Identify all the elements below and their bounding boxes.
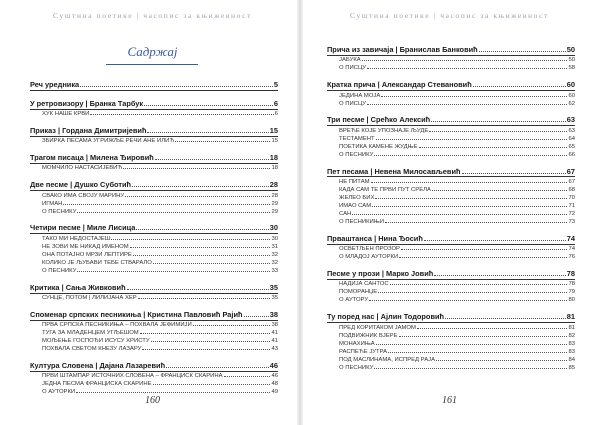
toc-subentry[interactable]	[30, 380, 278, 388]
toc-entry-title: Две песме | Душко Суботић	[30, 180, 132, 190]
toc-entry-title: Приказ | Гордана Димитријевић	[30, 125, 147, 135]
toc-entry[interactable]	[30, 80, 278, 89]
toc-section	[327, 115, 575, 158]
toc-subentry-title: ЈАБУКА	[339, 57, 361, 64]
dot-leader	[399, 257, 567, 258]
toc-section	[327, 269, 575, 304]
dot-leader	[144, 105, 273, 106]
toc-entry-page: 67	[566, 166, 575, 176]
toc-subentry-title: О ПЕСНИКУ	[42, 267, 77, 274]
toc-subentry-page: 41	[271, 330, 278, 337]
dot-leader	[434, 275, 565, 276]
toc-subentry-title: НЕ ЗОВИ МЕ НИКАД ИМЕНОМ	[42, 243, 129, 250]
dot-leader	[429, 131, 567, 132]
toc-subentry-title: ПОМОРАНЏЕ	[339, 289, 378, 296]
toc-subentry[interactable]	[327, 340, 575, 348]
toc-subentry-page: 81	[568, 324, 575, 331]
toc-subentry-page: 32	[271, 259, 278, 266]
page-title: Садржај	[127, 44, 178, 59]
book-gutter	[297, 0, 303, 425]
toc-subentry-page: 84	[568, 356, 575, 363]
toc-subentry-page: 83	[568, 340, 575, 347]
toc-subentry-title: ПОХВАЛА СВЕТОМ КНЕЗУ ЛАЗАРУ	[42, 346, 142, 353]
toc-subentry-title: КОЛИКО ЈЕ ЉУБАВИ ТЕБЕ СТВАРАЛО	[42, 259, 152, 266]
toc-subentry-page: 46	[271, 373, 278, 380]
toc-subentry-page: 80	[568, 297, 575, 304]
toc-entry-title: Кратка прича | Александар Стевановић	[327, 80, 472, 90]
dot-leader	[140, 333, 271, 334]
toc-section	[30, 283, 278, 302]
toc-subentry-page: 76	[568, 254, 575, 261]
toc-subentry[interactable]	[327, 178, 575, 186]
toc-entry-page: 46	[269, 361, 278, 370]
dot-leader	[76, 392, 270, 393]
toc-entry[interactable]	[327, 312, 575, 321]
toc-subentry-page: 79	[568, 289, 575, 296]
dot-leader	[136, 229, 268, 230]
dot-leader	[374, 155, 567, 156]
dot-leader	[138, 298, 271, 299]
toc-subentry-page: 58	[568, 65, 575, 72]
toc-subentry-page: 63	[568, 127, 575, 134]
toc-subentry-page: 83	[568, 348, 575, 355]
toc-section	[327, 80, 575, 107]
dot-leader	[80, 86, 273, 87]
toc-subentry-title: СВАКО ИМА СВОЈУ МАРИНУ	[42, 192, 125, 199]
dot-leader	[378, 292, 567, 293]
toc-subentry-page: 74	[568, 246, 575, 253]
toc-subentry-title: ХУК НАШЕ КРВИ	[42, 111, 90, 118]
dot-leader	[376, 139, 568, 140]
toc-subentry[interactable]	[327, 202, 575, 210]
toc-section	[327, 312, 575, 371]
dot-leader	[175, 141, 270, 142]
toc-subentry-page: 41	[271, 338, 278, 345]
page-number-right: 161	[442, 395, 457, 406]
toc-subentry[interactable]	[327, 135, 575, 143]
toc-subentry-page: 43	[271, 346, 278, 353]
toc-subentry-title: САН	[339, 210, 352, 217]
toc-subentry-title: КАДА САМ ТЕ ПРВИ ПУТ СРЕЛА	[339, 186, 431, 193]
toc-subentry-title: ПОЕТИКА КАМЕНЕ ЖУДЊЕ	[339, 143, 418, 150]
dot-leader	[424, 240, 566, 241]
toc-subentry-title: О АУТОРКИ	[42, 389, 76, 396]
toc-section	[327, 234, 575, 261]
dot-leader	[111, 239, 270, 240]
toc-section	[327, 45, 575, 72]
toc-subentry[interactable]	[327, 210, 575, 218]
toc-subentry-page: 50	[568, 57, 575, 64]
toc-subentry-page: 85	[568, 364, 575, 371]
toc-subentry[interactable]	[327, 253, 575, 261]
toc-subentry[interactable]	[30, 137, 278, 145]
toc-subentry-page: 68	[568, 186, 575, 193]
toc-subentry-page: 48	[271, 381, 278, 388]
dot-leader	[367, 68, 567, 69]
dot-leader	[153, 263, 271, 264]
toc-section	[30, 153, 278, 172]
dot-leader	[399, 336, 568, 337]
toc-section	[30, 80, 278, 91]
dot-leader	[371, 182, 568, 183]
toc-entry[interactable]	[327, 167, 575, 176]
toc-subentry-title: ЈЕДНА ПЕСМА ФРАНЦИСКА СКАРИНЕ	[42, 381, 152, 388]
toc-entry-title: Прича из завичаја | Бранислав Банковић	[327, 45, 478, 54]
toc-subentry-page: 32	[271, 251, 278, 258]
dot-leader	[127, 289, 269, 290]
toc-subentry-page: 66	[568, 151, 575, 158]
dot-leader	[166, 367, 269, 368]
toc-entry-title: Три песме | Срећко Алексић	[327, 115, 431, 125]
toc-section	[30, 310, 278, 353]
toc-subentry[interactable]	[30, 251, 278, 259]
toc-subentry-page: 73	[568, 218, 575, 225]
toc-subentry[interactable]	[30, 267, 278, 275]
dot-leader	[417, 328, 568, 329]
toc-entry-page: 81	[566, 312, 575, 322]
toc-subentry[interactable]	[30, 294, 278, 302]
toc-subentry-title: МОМЧИЛО НАСТАСИЈЕВИЋ	[42, 165, 123, 172]
toc-subentry[interactable]	[327, 64, 575, 72]
toc-entry[interactable]	[327, 45, 575, 54]
toc-section	[30, 99, 278, 118]
toc-entry[interactable]	[30, 180, 278, 189]
toc-entry-page: 78	[566, 268, 575, 278]
dot-leader	[193, 325, 271, 326]
toc-subentry-title: ВРЕЋЕ КОЈЕ УПОЗНАЈЕ ЉУДЕ	[339, 127, 429, 134]
toc-subentry[interactable]	[327, 218, 575, 226]
toc-subentry-page: 49	[271, 389, 278, 396]
toc-subentry[interactable]	[327, 100, 575, 108]
dot-leader	[436, 360, 567, 361]
toc-subentry[interactable]	[30, 235, 278, 243]
toc-section	[327, 167, 575, 226]
dot-leader	[123, 168, 270, 169]
toc-subentry-page: 28	[271, 192, 278, 199]
toc-subentry-title: ПОД МАСЛИНАМА, ИСПРЕД РАЈА	[339, 356, 436, 363]
toc-subentry-page: 31	[271, 243, 278, 250]
toc-subentry-title: НАДИЈА САНТОС	[339, 281, 389, 288]
toc-subentry[interactable]	[327, 280, 575, 288]
dot-leader	[375, 198, 567, 199]
toc-subentry-title: О ПЕСНИКИЊИ	[339, 218, 384, 225]
toc-subentry-page: 72	[568, 210, 575, 217]
toc-subentry[interactable]	[327, 186, 575, 194]
toc-entry-page: 50	[566, 45, 575, 54]
dot-leader	[367, 104, 567, 105]
toc-left	[30, 80, 278, 404]
toc-subentry[interactable]	[30, 192, 278, 200]
toc-subentry-page: 33	[271, 267, 278, 274]
toc-subentry[interactable]	[30, 110, 278, 118]
toc-subentry-title: ЖЕЛЕО БИХ	[339, 194, 375, 201]
toc-subentry-title: ИМАО САМ	[339, 202, 372, 209]
toc-entry-page: 74	[566, 233, 575, 243]
toc-subentry[interactable]	[327, 288, 575, 296]
toc-entry[interactable]	[30, 99, 278, 108]
dot-leader	[90, 114, 273, 115]
entry-underline	[30, 90, 278, 91]
dot-leader	[385, 222, 567, 223]
toc-subentry-page: 70	[568, 194, 575, 201]
toc-entry-title: Прваштанса | Нина Ђосић	[327, 233, 423, 243]
toc-subentry[interactable]	[30, 372, 278, 380]
dot-leader	[153, 384, 271, 385]
toc-subentry-title: ТАКО МИ НЕДОСТАЈЕШ	[42, 235, 111, 242]
toc-subentry-page: 6	[274, 111, 278, 118]
toc-entry-page: 6	[273, 98, 278, 108]
toc-subentry-title: О ПИСЦУ	[339, 100, 367, 107]
toc-subentry-title: ПРВИ ШТАМПАР ИСТОЧНИХ СЛОВЕНА – ФРАНЦИСК СКАРИНА	[42, 373, 223, 380]
toc-subentry-title: ОСВЕТЉЕН ПРОЗОР	[339, 246, 400, 253]
toc-entry-title: Ту поред нас | Ајлин Тодоровић	[327, 312, 445, 322]
toc-subentry[interactable]	[327, 364, 575, 372]
toc-subentry-page: 35	[271, 295, 278, 302]
toc-subentry-page: 64	[568, 135, 575, 142]
dot-leader	[376, 344, 568, 345]
toc-subentry-title: МОЉЕЊЕ ГОСПОЂИ ИСУСУ ХРИСТУ	[42, 338, 150, 345]
toc-entry-page: 28	[269, 180, 278, 190]
toc-subentry-page: 29	[271, 208, 278, 215]
toc-subentry[interactable]	[327, 127, 575, 135]
toc-subentry[interactable]	[30, 200, 278, 208]
toc-entry-page: 15	[269, 125, 278, 135]
toc-subentry[interactable]	[327, 348, 575, 356]
toc-subentry-page: 71	[568, 202, 575, 209]
dot-leader	[431, 121, 566, 122]
toc-subentry-title: ПОДВИЖНИК ВЈЕРЕ	[339, 332, 398, 339]
dot-leader	[77, 212, 270, 213]
dot-leader	[372, 206, 567, 207]
dot-leader	[133, 255, 271, 256]
toc-subentry-title: ИГМАН	[42, 200, 63, 207]
toc-subentry-page: 38	[271, 322, 278, 329]
toc-entry-title: Четири песме | Миле Лисица	[30, 223, 136, 233]
toc-entry[interactable]	[327, 269, 575, 278]
toc-entry-page: 35	[269, 282, 278, 292]
toc-subentry-title: О ПИСЦУ	[339, 65, 367, 72]
toc-subentry[interactable]	[30, 345, 278, 353]
toc-subentry-title: ОНА ПОТАЈНО МРЗИ ЛЕПТИРЕ	[42, 251, 132, 258]
dot-leader	[125, 196, 270, 197]
toc-subentry[interactable]	[327, 56, 575, 64]
page-number-left: 160	[145, 395, 160, 406]
toc-subentry-title: ЗБИРКА ПЕСАМА УГРИЖЉЕ РЕЧИ АНЕ ИЛИЋ	[42, 138, 175, 145]
toc-subentry-page: 65	[568, 143, 575, 150]
toc-entry[interactable]	[30, 361, 278, 370]
toc-subentry-page: 60	[568, 92, 575, 99]
toc-subentry[interactable]	[30, 243, 278, 251]
dot-leader	[374, 368, 567, 369]
toc-subentry-title: О ПЕСНИКУ	[339, 364, 374, 371]
toc-section	[30, 223, 278, 274]
dot-leader	[63, 204, 270, 205]
title-underline	[106, 64, 198, 65]
toc-subentry-page: 78	[568, 281, 575, 288]
toc-subentry-title: НЕ ПИТАМ	[339, 178, 370, 185]
dot-leader	[390, 284, 568, 285]
toc-subentry[interactable]	[30, 208, 278, 216]
dot-leader	[473, 86, 566, 87]
toc-section	[30, 361, 278, 396]
toc-subentry-page: 18	[271, 165, 278, 172]
dot-leader	[132, 186, 269, 187]
toc-entry-page: 60	[566, 80, 575, 90]
toc-subentry-title: ТУГА ЗА МЛАДЕНЦЕМ УГЉЕШОМ	[42, 330, 139, 337]
toc-entry[interactable]	[30, 153, 278, 162]
dot-leader	[147, 132, 268, 133]
dot-leader	[462, 173, 566, 174]
toc-entry[interactable]	[30, 310, 278, 319]
toc-subentry[interactable]	[30, 164, 278, 172]
toc-subentry-page: 30	[271, 235, 278, 242]
toc-subentry-title: О АУТОРУ	[339, 297, 369, 304]
right-page	[307, 0, 592, 425]
dot-leader	[445, 318, 566, 319]
toc-subentry[interactable]	[30, 321, 278, 329]
toc-entry-page: 5	[273, 80, 278, 89]
toc-subentry-title: СУНЦЕ, ПОТОМ | ЛИЛИЈАНА ХЕР	[42, 295, 137, 302]
toc-right	[327, 45, 575, 379]
toc-subentry-title: О ПЕСНИКУ	[339, 151, 374, 158]
toc-subentry-page: 82	[568, 332, 575, 339]
toc-section	[30, 180, 278, 215]
toc-subentry[interactable]	[30, 259, 278, 267]
running-header-left: Суштина поетике | часопис за књижевност	[53, 11, 252, 20]
toc-entry-page: 18	[269, 153, 278, 163]
toc-entry-page: 38	[269, 309, 278, 319]
toc-subentry[interactable]	[327, 356, 575, 364]
toc-entry[interactable]	[30, 283, 278, 292]
toc-subentry-title: ЈЕДИНА МОЈА	[339, 92, 381, 99]
toc-entry[interactable]	[30, 126, 278, 135]
dot-leader	[388, 352, 567, 353]
dot-leader	[244, 316, 269, 317]
toc-subentry-title: МОНАХИЊА	[339, 340, 375, 347]
toc-subentry-title: ПРЕД КОРИТАКОМ ЈАМОМ	[339, 324, 416, 331]
toc-entry-title: Песме у прози | Марко Јовић	[327, 268, 434, 278]
toc-entry-title: Реч уредника	[30, 80, 80, 89]
toc-entry-title: Пет песама | Невена Милосављевић	[327, 166, 461, 176]
toc-subentry[interactable]	[327, 296, 575, 304]
dot-leader	[224, 376, 271, 377]
toc-subentry[interactable]	[327, 245, 575, 253]
toc-entry-title: Култура Словена | Дајана Лазаревић	[30, 361, 166, 370]
toc-subentry-page: 62	[568, 100, 575, 107]
toc-subentry[interactable]	[327, 143, 575, 151]
dot-leader	[151, 341, 271, 342]
toc-subentry-title: ТЕСТАМЕНТ	[339, 135, 375, 142]
left-page	[10, 0, 295, 425]
running-header-right: Суштина поетике | часопис за књижевност	[350, 11, 549, 20]
toc-entry[interactable]	[327, 234, 575, 243]
toc-subentry-title: О ПЕСНИКУ	[42, 208, 77, 215]
dot-leader	[352, 214, 567, 215]
dot-leader	[479, 51, 566, 52]
toc-subentry[interactable]	[30, 329, 278, 337]
dot-leader	[362, 60, 568, 61]
dot-leader	[419, 147, 568, 148]
toc-entry-title: Споменар српских песникиња | Кристина Павловић Рајић	[30, 309, 243, 319]
toc-subentry-page: 29	[271, 200, 278, 207]
toc-subentry[interactable]	[327, 92, 575, 100]
toc-subentry[interactable]	[327, 194, 575, 202]
dot-leader	[369, 300, 567, 301]
dot-leader	[432, 190, 567, 191]
toc-entry[interactable]	[30, 223, 278, 232]
toc-entry-title: У ретровизору | Бранка Тарбук	[30, 98, 144, 108]
toc-subentry[interactable]	[327, 332, 575, 340]
dot-leader	[77, 271, 270, 272]
dot-leader	[381, 96, 567, 97]
toc-section	[30, 126, 278, 145]
dot-leader	[155, 159, 269, 160]
toc-entry-title: Трагом писаца | Милена Ђировић	[30, 153, 154, 163]
toc-subentry-title: РАСПЕЋЕ ЈУТРА	[339, 348, 388, 355]
toc-entry[interactable]	[327, 80, 575, 89]
toc-entry-page: 30	[269, 223, 278, 233]
toc-subentry-title: ПРВА СРПСКА ПЕСНИКИЊА – ПОХВАЛА ЈЕФИМИЈИ	[42, 322, 192, 329]
dot-leader	[142, 349, 270, 350]
toc-subentry-title: О МЛАДОЈ АУТОРКИ	[339, 254, 399, 261]
toc-subentry[interactable]	[327, 151, 575, 159]
dot-leader	[401, 249, 567, 250]
dot-leader	[130, 247, 271, 248]
toc-entry[interactable]	[327, 115, 575, 124]
toc-subentry-page: 67	[568, 178, 575, 185]
toc-subentry-page: 15	[271, 138, 278, 145]
toc-entry-title: Критика | Сања Живковић	[30, 282, 126, 292]
toc-subentry[interactable]	[327, 324, 575, 332]
toc-subentry[interactable]	[30, 337, 278, 345]
toc-entry-page: 63	[566, 115, 575, 125]
